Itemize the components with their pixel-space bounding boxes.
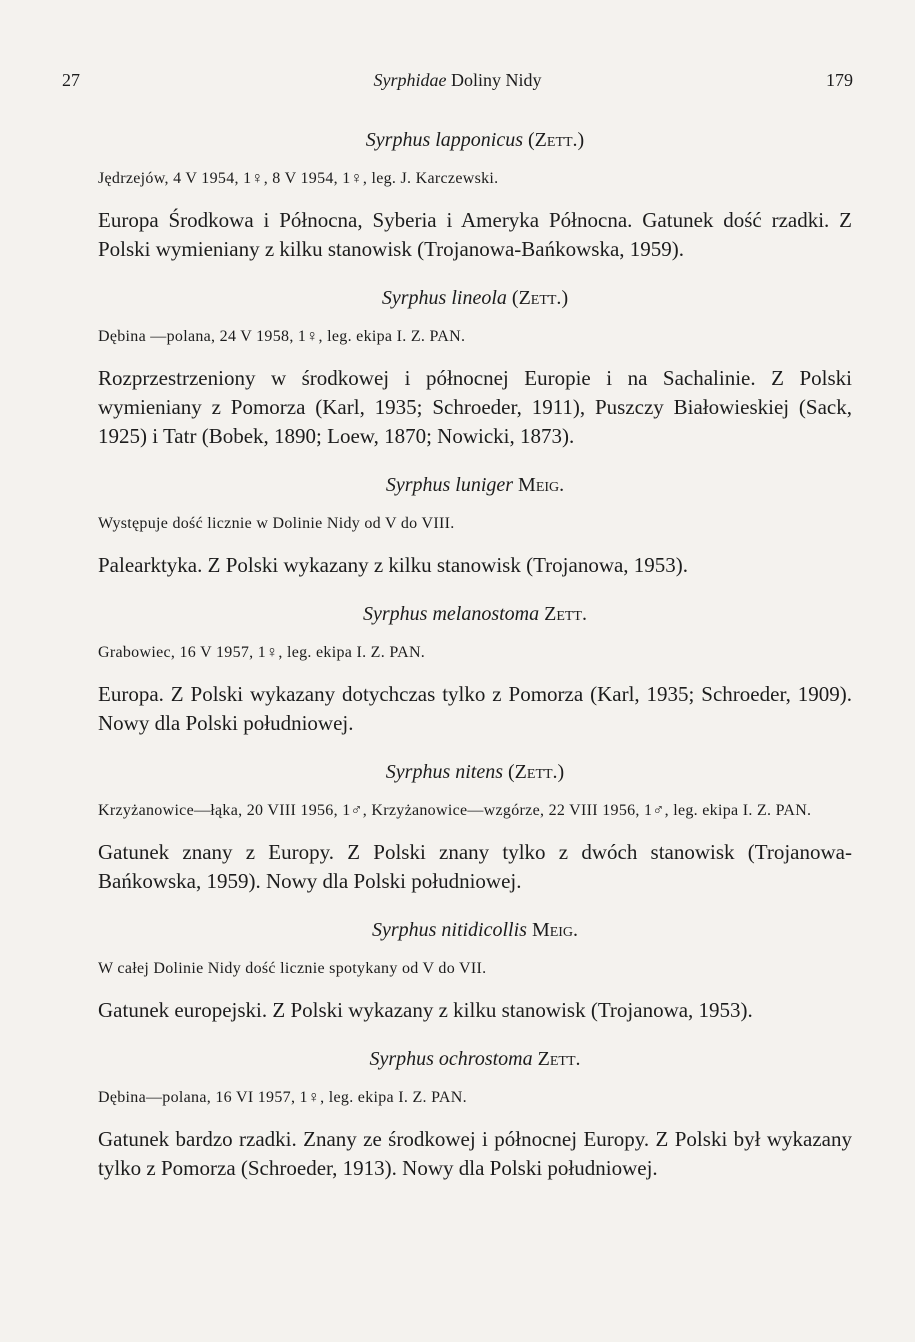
author-name: Zett.: [534, 129, 578, 151]
author-open: (: [511, 287, 519, 309]
running-header-family: Syrphidae: [373, 70, 447, 90]
locality-record: Jędrzejów, 4 V 1954, 1♀, 8 V 1954, 1♀, leg. J. Karczewski.: [98, 170, 499, 187]
locality-record: W całej Dolinie Nidy dość licznie spotykany od V do VII.: [98, 960, 487, 977]
species-title: [98, 602, 852, 626]
author-close: ): [557, 761, 565, 783]
locality-record: Występuje dość licznie w Dolinie Nidy od V do VIII.: [98, 515, 455, 532]
species-name: Syrphus nitidicollis: [371, 919, 527, 941]
distribution-text: Palearktyka. Z Polski wykazany z kilku stanowisk (Trojanowa, 1953).: [98, 553, 689, 577]
species-title: [98, 473, 852, 497]
running-header: [0, 70, 915, 91]
distribution-text: Gatunek znany z Europy. Z Polski znany tylko z dwóch stanowisk (Trojanowa-Bańkowska, 1959). Nowy dla Polski południowej.: [98, 840, 852, 893]
species-name: Syrphus melanostoma: [363, 603, 540, 625]
author-name: Zett.: [544, 603, 587, 625]
author-name: Meig.: [531, 919, 579, 941]
author-name: Meig.: [518, 474, 565, 496]
author-close: ): [577, 129, 585, 151]
page-number: 179: [826, 70, 853, 90]
chapter-number: 27: [62, 70, 80, 90]
species-title: [98, 760, 852, 784]
species-name: Syrphus lineola: [381, 287, 507, 309]
distribution-text: Gatunek europejski. Z Polski wykazany z kilku stanowisk (Trojanowa, 1953).: [98, 998, 753, 1022]
author-name: Zett.: [518, 287, 562, 309]
species-title: [98, 128, 852, 152]
author-open: (: [508, 761, 515, 783]
author-close: ): [561, 287, 569, 309]
species-name: Syrphus luniger: [385, 474, 514, 496]
author-name: Zett.: [537, 1048, 581, 1070]
species-title: [98, 918, 852, 942]
species-name: Syrphus lapponicus: [365, 129, 523, 151]
author-open: (: [528, 129, 535, 151]
locality-record: Krzyżanowice—łąka, 20 VIII 1956, 1♂, Krzyżanowice—wzgórze, 22 VIII 1956, 1♂, leg. ekipa I. Z. PAN.: [98, 802, 812, 819]
running-header-rest: Doliny Nidy: [446, 70, 542, 90]
locality-record: Dębina —polana, 24 V 1958, 1♀, leg. ekipa I. Z. PAN.: [98, 328, 466, 345]
species-name: Syrphus nitens: [385, 761, 503, 783]
distribution-text: Rozprzestrzeniony w środkowej i północnej Europie i na Sachalinie. Z Polski wymieniany z Pomorza (Karl, 1935; Schroeder, 1911), Puszczy Białowieskiej (Sack, 1925) i Tatr (Bobek, 1890; Loew, 1870; Nowicki, 1873).: [98, 366, 852, 448]
locality-record: Grabowiec, 16 V 1957, 1♀, leg. ekipa I. Z. PAN.: [98, 644, 426, 661]
species-title: [98, 1047, 852, 1071]
species-title: [98, 286, 852, 310]
locality-record: Dębina—polana, 16 VI 1957, 1♀, leg. ekipa I. Z. PAN.: [98, 1089, 467, 1106]
author-name: Zett.: [514, 761, 558, 783]
species-list: [98, 118, 852, 1205]
distribution-text: Europa. Z Polski wykazany dotychczas tylko z Pomorza (Karl, 1935; Schroeder, 1909). Nowy dla Polski południowej.: [98, 682, 852, 735]
distribution-text: Gatunek bardzo rzadki. Znany ze środkowej i północnej Europy. Z Polski był wykazany tylko z Pomorza (Schroeder, 1913). Nowy dla Polski południowej.: [98, 1127, 852, 1180]
species-name: Syrphus ochrostoma: [369, 1048, 533, 1070]
distribution-text: Europa Środkowa i Północna, Syberia i Ameryka Północna. Gatunek dość rzadki. Z Polski wymieniany z kilku stanowisk (Trojanowa-Bańkowska, 1959).: [98, 208, 852, 261]
